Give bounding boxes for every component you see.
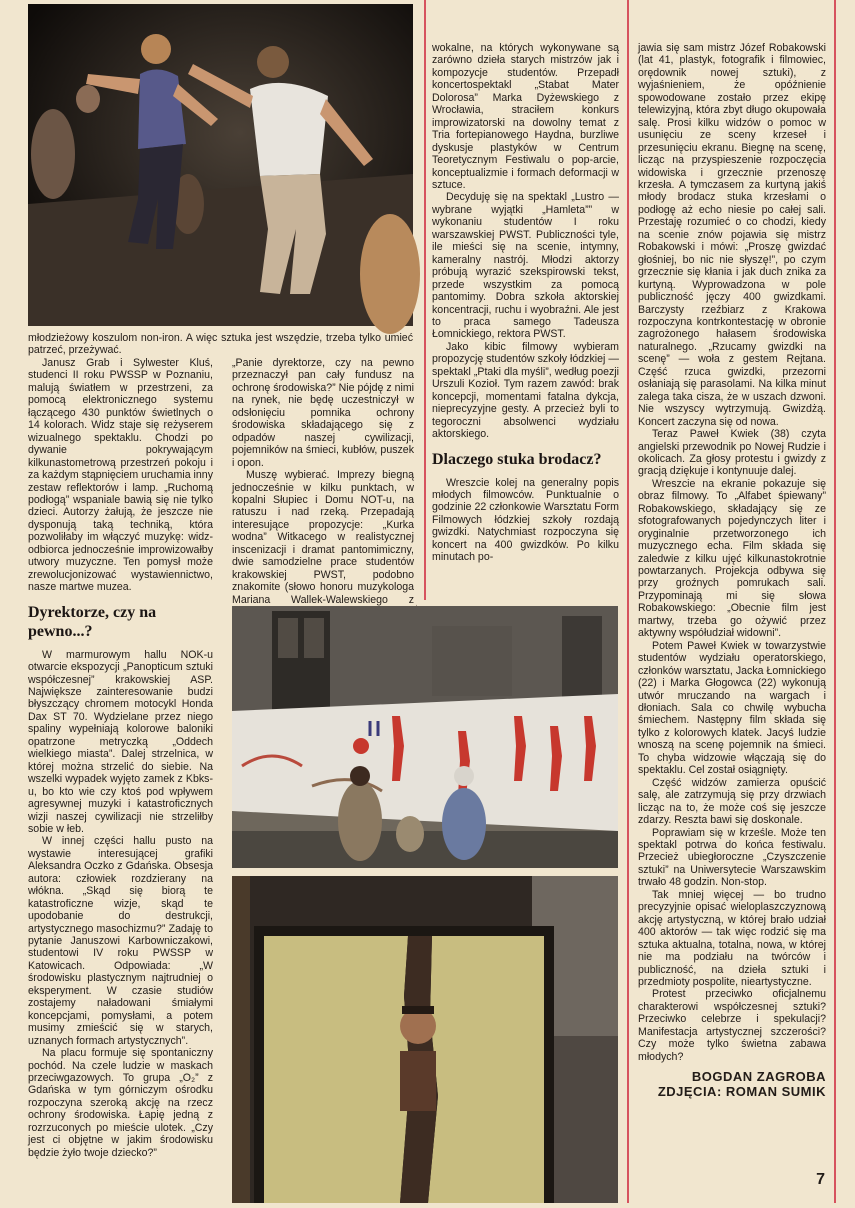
paragraph: Wreszcie kolej na generalny popis młodych filmowców. Punktualnie o godzinie 22 członkowie Warsztatu Form Filmowych łódzkiej szkoły rozdają gwizdki. Natychmiast rozpoczyna się koncert na 400 gwizdków. Po kilku minutach po- bbox=[432, 476, 619, 564]
paragraph: W marmurowym hallu NOK-u otwarcie ekspozycji „Panopticum sztuki współczesnej” krakowskiej ASP. Największe zainteresowanie budzi błyszczący chromem motocykl Honda Dax ST 70. Wydzielane przez niego spaliny wypełniają kolorowe baloniki opatrzone metryczką „Oddech wielkiego miasta”. Dalej strzelnica, w której można strzelić do siebie. Na wszelki wypadek wyjęto zamek z Kbks-u, bo kto wie czy ktoś pod wpływem agresywnej muzyki i katastroficznych wizji naszej cywilizacji nie strzeliłby sobie w łeb. bbox=[28, 648, 213, 835]
page-number: 7 bbox=[816, 1171, 825, 1188]
text-column-3 bbox=[432, 42, 619, 602]
column-rule bbox=[424, 0, 426, 600]
paragraph: Na placu formuje się spontaniczny pochód. Na czele ludzie w maskach przeciwgazowych. To grupa „O₂” z Gdańska w tym górniczym ośrodku rozpoczyna szeroką akcję na rzecz ochrony środowiska. Łapię jedną z rozrzuconych po mieście ulotek. „Czy jest ci objętne w jakim środowisku będzie żyło twoje dziecko?” bbox=[28, 1047, 213, 1159]
paragraph: młodzieżowy koszulom non-iron. A więc sztuka jest wszędzie, trzeba tylko umieć patrzeć, przeżywać. bbox=[28, 332, 413, 357]
paragraph: Teraz Paweł Kwiek (38) czyta angielski przewodnik po Nowej Rudzie i okolicach. Za głosy protestu i gwizdy z gracją dziękuje i kontynuuje dalej. bbox=[638, 428, 826, 478]
paragraph: Wreszcie na ekranie pokazuje się obraz filmowy. To „Alfabet śpiewany” Robakowskiego, składający się ze sfotografowanych pojedynczych liter i oryginalnie przetworzonego ich muzycznego echa. Film składa się zaledwie z kilku ujęć kilkunastokrotnie powtarzanych. Projekcja odbywa się przy groźnych pomrukach sali. Przypominają mi się słowa Robakowskiego: „Obecnie film jest martwy, trzeba go ożywić przez aktywny współudział widowni”. bbox=[638, 477, 826, 640]
paragraph: jawia się sam mistrz Józef Robakowski (lat 41, plastyk, fotografik i filmowiec, orędownik nowej sztuki), z wyjaśnieniem, że opóźnienie spowodowane zostało przez ekipę telewizyjną, która zbyt długo okupowała salę. Prosi kilku widzów o pomoc w usunięciu ze sceny krzeseł i przesunięciu ekranu. Biegnę na scenę, licząc na przyspieszenie rozpoczęcia widowiska i grzecznie przenoszę krzesła. A tymczasem za kurtyną jakiś młody brodacz stuka krzesłami o podłogę aż echo niesie po całej sali. Przestaję rozumieć o co chodzi, kiedy na scenie znów pojawia się mistrz Robakowski i mówi: „Proszę gwizdać głośniej, bo nic nie słyszę!”, po czym grzecznie się kłania i jak duch znika za kurtyną. Wyprowadzona w pole publiczność jęczy 400 gwizdkami. Barczysty rzeźbiarz z Krakowa rozpoczyna kontrkontestację w obronie zagrożonego hałasem środowiska naturalnego. „Rzucamy gwizdki na scenę” — woła z gestem Rejtana. Część rzuca gwizdki, przezorni osłaniają się parasolami. Na kilka minut zalega taka cisza, że w uszach dzwoni. Nie wszyscy wytrzymują. Gwizdżą. Koncert zaczyna się od nowa. bbox=[638, 42, 826, 428]
paragraph: Poprawiam się w krześle. Może ten spektakl potrwa do końca festiwalu. Przecież ubiegłoroczne „Czyszczenie sztuki” na Uniwersytecie Warszawskim trwało 48 godzin. Non-stop. bbox=[638, 826, 826, 889]
byline bbox=[638, 1069, 826, 1099]
photo-torn-poster bbox=[232, 876, 618, 1203]
paragraph: Decyduję się na spektakl „Lustro — wybrane wyjątki „Hamleta”” w wykonaniu studentów I roku warszawskiej PWST. Publiczności tyle, ile mieści się na scenie, intymny, kameralny nastrój. Młodzi aktorzy próbują wyrazić szekspirowski tekst, przede wszystkim za pomocą pantomimy. Dobra szkoła aktorskiej koncentracji, ruchu i wyobraźni. Ale jest to praca samego Tadeusza Łomnickiego, rektora PWST. bbox=[432, 191, 619, 341]
paragraph: Potem Paweł Kwiek w towarzystwie studentów wydziału operatorskiego, członków warsztatu, Jacka Łomnickiego (22) i Marka Głogowca (22) wykonują utwór mruczando na wargach i dłoniach. Sala co chwilę wybucha śmiechem. Następny film składa się tylko z kolorowych klatek. Jacyś ludzie wnoszą na scenę pojemnik na śmieci. To chyba widzowie włączają się do spektaklu. Cel został osiągnięty. bbox=[638, 639, 826, 777]
paragraph: Część widzów zamierza opuścić salę, ale zatrzymują się przy drzwiach licząc na to, że może coś się jeszcze zdarzy. Reszta bawi się doskonale. bbox=[638, 776, 826, 827]
text-column-4 bbox=[638, 42, 826, 1172]
paragraph: W innej części hallu pusto na wystawie interesującej grafiki Aleksandra Oczko z Gdańska. Obsesja autora: człowiek rozdzierany na włókna. „Skąd się biorą te katastroficzne wizje, skąd te upodobanie do destrukcji, artystycznego masochizmu?” Zadaję to pytanie Januszowi Karbowniczakowi, studentowi IV roku PWSSP w Katowicach. Odpowiada: „W środowisku plastycznym najtrudniej o eksperyment. W czasie studiów zostajemy naładowani śmiałymi koncepcjami, pomysłami, a potem musimy zmieścić się w starych, uznanych formach artystycznych”. bbox=[28, 835, 213, 1047]
paragraph: Janusz Grab i Sylwester Kluś, studenci II roku PWSSP w Poznaniu, malują światłem w przestrzeni, za pomocą elektronicznego systemu łączącego 430 punktów świetlnych o 14 kolorach. Widz staje się reżyserem wizualnego spektaklu. Chodzi po dywanie pokrywającym kilkunastometrową przestrzeń pokoju i za każdym stąpnięciem uruchamia inny zestaw reflektorów i lamp. „Ruchomą podłogą” wspaniale bawią się nie tylko dzieci. Autorzy żałują, że jeszcze nie dysponują taką techniką, która pozwoliłaby im włączyć muzykę: widz-odbiorca jednocześnie improwizowałby utwory muzyczne. Ten pomysł może zrewolucjonizować wystawiennictwo, nasze martwe muzea. bbox=[28, 357, 213, 594]
paragraph: „Panie dyrektorze, czy na pewno przeznaczył pan cały fundusz na ochronę środowiska?” Nie pójdę z nimi na rynek, nie będę uczestniczył w odsłonięciu pomnika ochrony środowiska składającego się z odpadów naszej cywilizacji, pojemników na śmieci, kubłów, puszek i opon. bbox=[232, 357, 414, 469]
paragraph: Muszę wybierać. Imprezy biegną jednocześnie w kilku punktach, w kopalni Słupiec i Domu NOT-u, na ratuszu i nad rzeką. Przepadają interesujące propozycje: „Kurka wodna” Witkacego w realistycznej inscenizacji i dramat pantomimiczny, dwie samodzielne prace studentów krakowskiej PWST, podobno znakomite (słowo honoru muzykologa Mariana Wallek-Walewskiego z bbox=[232, 469, 414, 606]
paragraph: Protest przeciwko oficjalnemu charakterowi współczesnej sztuki? Przeciwko celebrze i spekulacji? Manifestacja artystycznej szczerości? Czy może tylko świetna zabawa młodych? bbox=[638, 988, 826, 1063]
author-name: BOGDAN ZAGROBA bbox=[691, 1069, 826, 1085]
text-column-1 bbox=[28, 357, 213, 1167]
paragraph: Tak mniej więcej — bo trudno precyzyjnie opisać wieloplaszczyznową akcję artystyczną, w której brało udział 400 aktorów — tak więc rodzić się ma sztuka aktualna, totalna, nowa, w której nie ma podziału na twórców i publiczność, na dzieła sztuki i przedmioty pospolite, nieartystyczne. bbox=[638, 888, 826, 988]
text-column-1-top bbox=[28, 332, 413, 357]
text-column-2 bbox=[232, 357, 414, 606]
paragraph: Jako kibic filmowy wybieram propozycję studentów szkoły łódzkiej — spektakl „Ptaki dla myśli”, według poezji Urszuli Kozioł. Tym razem zawód: brak koncepcji, momentami fatalna dykcja, nieprecyzyjne gesty. A przecież byli to tegoroczni absolwenci wydziału aktorskiego. bbox=[432, 340, 619, 441]
section-heading: Dyrektorze, czy na pewno...? bbox=[28, 603, 157, 640]
photo-mural-street bbox=[232, 606, 618, 868]
column-rule bbox=[834, 0, 836, 1203]
section-heading: Dlaczego stuka brodacz? bbox=[432, 450, 602, 468]
photo-credit: ZDJĘCIA: ROMAN SUMIK bbox=[657, 1084, 826, 1100]
paragraph: wokalne, na których wykonywane są zarówno dzieła starych mistrzów jak i kompozycje studentów. Przepadł koncertospektakl „Stabat Mater Dolorosa” Marka Dyżewskiego z Wrocławia, straciłem konkurs improwizatorski na dowolny temat z Tria fortepianowego Haydna, burzliwe dyskusje plastyków w Centrum Teoretycznym Festiwalu o pop-arcie, konceptualizmie i formach deformacji w sztuce. bbox=[432, 42, 619, 191]
column-rule bbox=[627, 0, 629, 1203]
photo-dancers bbox=[28, 4, 413, 326]
